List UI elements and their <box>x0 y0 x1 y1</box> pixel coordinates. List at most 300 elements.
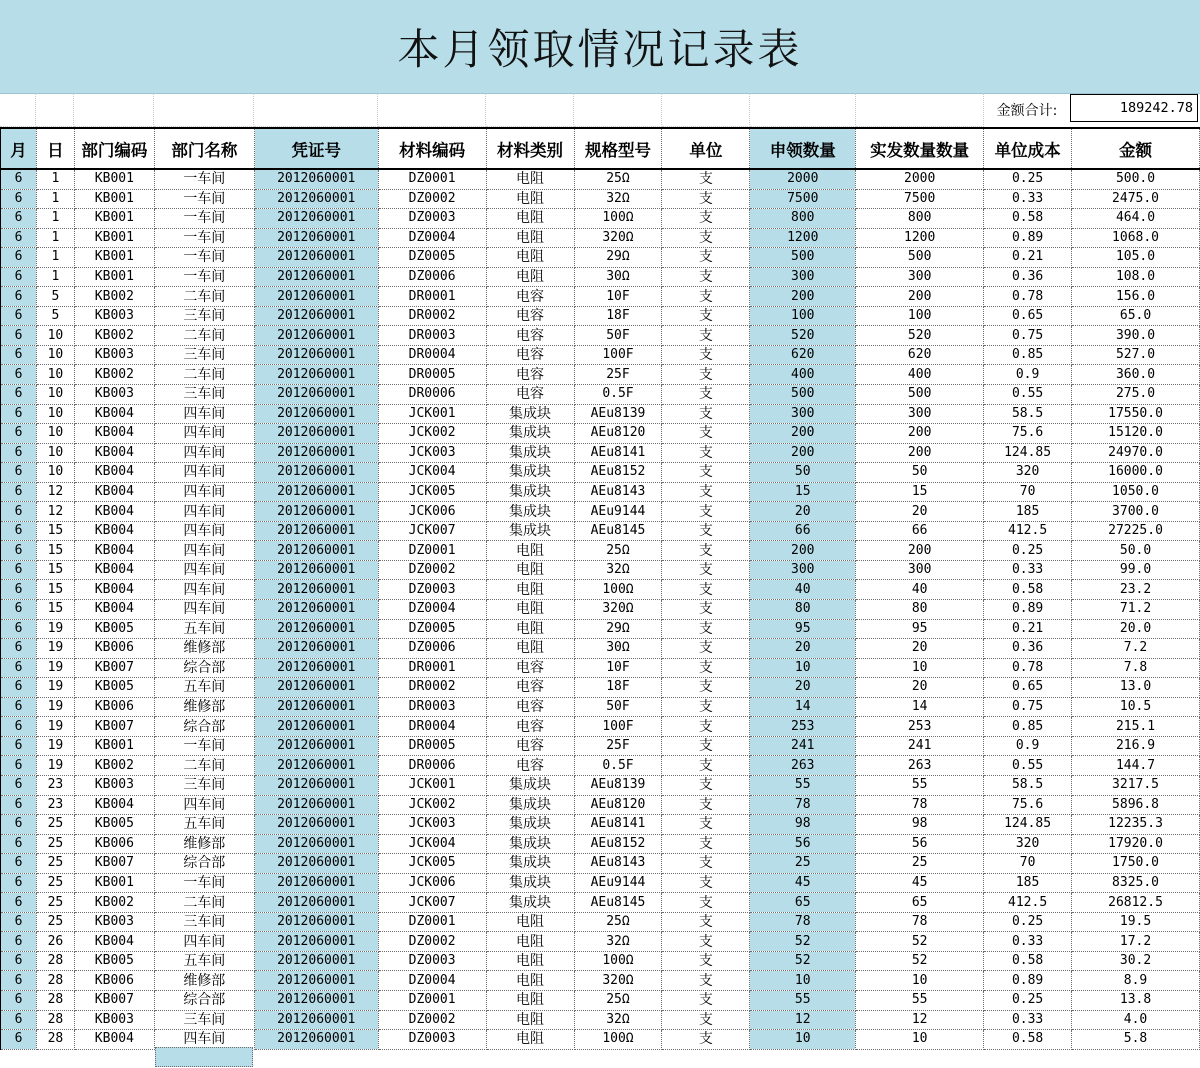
cell-material-code[interactable]: JCK007 <box>378 893 486 913</box>
cell-dept-code[interactable]: KB001 <box>74 267 154 287</box>
cell-dept-code[interactable]: KB002 <box>74 756 154 776</box>
cell-requested-qty[interactable]: 56 <box>750 834 856 854</box>
cell-voucher-no[interactable]: 2012060001 <box>254 521 378 541</box>
cell-amount[interactable]: 360.0 <box>1072 365 1200 385</box>
cell-unit-cost[interactable]: 0.65 <box>984 678 1072 698</box>
cell-dept-code[interactable]: KB005 <box>74 678 154 698</box>
cell-spec-model[interactable]: AEu8139 <box>574 775 662 795</box>
cell-material-type[interactable]: 电容 <box>486 658 574 678</box>
cell-dept-name[interactable]: 四车间 <box>154 541 254 561</box>
cell-day[interactable]: 10 <box>36 365 74 385</box>
cell-material-type[interactable]: 集成块 <box>486 482 574 502</box>
cell-unit-cost[interactable]: 0.85 <box>984 717 1072 737</box>
cell-unit-cost[interactable]: 124.85 <box>984 815 1072 835</box>
cell-unit[interactable]: 支 <box>662 639 750 659</box>
cell-unit[interactable]: 支 <box>662 990 750 1010</box>
cell-material-type[interactable]: 集成块 <box>486 873 574 893</box>
cell-unit-cost[interactable]: 0.89 <box>984 600 1072 620</box>
header-material-type[interactable]: 材料类别 <box>486 128 574 169</box>
cell-unit-cost[interactable]: 58.5 <box>984 404 1072 424</box>
cell-spec-model[interactable]: 32Ω <box>574 189 662 209</box>
cell-material-type[interactable]: 电容 <box>486 326 574 346</box>
cell-unit-cost[interactable]: 0.9 <box>984 736 1072 756</box>
cell-dept-code[interactable]: KB002 <box>74 326 154 346</box>
cell-dept-code[interactable]: KB006 <box>74 697 154 717</box>
cell-material-type[interactable]: 电容 <box>486 717 574 737</box>
header-issued-qty[interactable]: 实发数量数量 <box>856 128 984 169</box>
cell-day[interactable]: 10 <box>36 463 74 483</box>
cell-unit[interactable]: 支 <box>662 873 750 893</box>
blank-cell[interactable] <box>154 93 254 127</box>
cell-unit-cost[interactable]: 0.33 <box>984 189 1072 209</box>
cell-requested-qty[interactable]: 500 <box>750 385 856 405</box>
cell-unit[interactable]: 支 <box>662 658 750 678</box>
cell-requested-qty[interactable]: 620 <box>750 345 856 365</box>
cell-issued-qty[interactable]: 10 <box>856 1030 984 1050</box>
cell-requested-qty[interactable]: 100 <box>750 306 856 326</box>
cell-voucher-no[interactable]: 2012060001 <box>254 287 378 307</box>
cell-issued-qty[interactable]: 7500 <box>856 189 984 209</box>
cell-dept-code[interactable]: KB003 <box>74 345 154 365</box>
cell-amount[interactable]: 30.2 <box>1072 951 1200 971</box>
cell-month[interactable]: 6 <box>1 228 37 248</box>
cell-requested-qty[interactable]: 7500 <box>750 189 856 209</box>
cell-day[interactable]: 28 <box>36 1010 74 1030</box>
cell-spec-model[interactable]: 25F <box>574 736 662 756</box>
cell-month[interactable]: 6 <box>1 717 37 737</box>
cell-material-code[interactable]: JCK005 <box>378 482 486 502</box>
cell-amount[interactable]: 105.0 <box>1072 248 1200 268</box>
cell-voucher-no[interactable]: 2012060001 <box>254 560 378 580</box>
cell-material-type[interactable]: 集成块 <box>486 775 574 795</box>
cell-unit[interactable]: 支 <box>662 521 750 541</box>
cell-amount[interactable]: 13.8 <box>1072 990 1200 1010</box>
cell-month[interactable]: 6 <box>1 326 37 346</box>
cell-day[interactable]: 28 <box>36 951 74 971</box>
cell-voucher-no[interactable]: 2012060001 <box>254 619 378 639</box>
cell-issued-qty[interactable]: 98 <box>856 815 984 835</box>
cell-material-type[interactable]: 集成块 <box>486 893 574 913</box>
cell-month[interactable]: 6 <box>1 209 37 229</box>
cell-spec-model[interactable]: 25F <box>574 365 662 385</box>
cell-issued-qty[interactable]: 300 <box>856 560 984 580</box>
cell-amount[interactable]: 1068.0 <box>1072 228 1200 248</box>
cell-voucher-no[interactable]: 2012060001 <box>254 1010 378 1030</box>
cell-dept-code[interactable]: KB003 <box>74 306 154 326</box>
cell-amount[interactable]: 12235.3 <box>1072 815 1200 835</box>
cell-dept-code[interactable]: KB004 <box>74 502 154 522</box>
cell-day[interactable]: 19 <box>36 717 74 737</box>
cell-issued-qty[interactable]: 620 <box>856 345 984 365</box>
cell-month[interactable]: 6 <box>1 1030 37 1050</box>
cell-amount[interactable]: 7.2 <box>1072 639 1200 659</box>
cell-unit-cost[interactable]: 58.5 <box>984 775 1072 795</box>
cell-issued-qty[interactable]: 52 <box>856 951 984 971</box>
cell-material-type[interactable]: 电阻 <box>486 932 574 952</box>
cell-unit-cost[interactable]: 0.89 <box>984 228 1072 248</box>
cell-month[interactable]: 6 <box>1 267 37 287</box>
cell-requested-qty[interactable]: 1200 <box>750 228 856 248</box>
cell-amount[interactable]: 17920.0 <box>1072 834 1200 854</box>
cell-amount[interactable]: 17.2 <box>1072 932 1200 952</box>
cell-dept-name[interactable]: 四车间 <box>154 600 254 620</box>
cell-unit[interactable]: 支 <box>662 209 750 229</box>
cell-dept-code[interactable]: KB007 <box>74 990 154 1010</box>
cell-material-type[interactable]: 电容 <box>486 697 574 717</box>
cell-month[interactable]: 6 <box>1 678 37 698</box>
cell-day[interactable]: 19 <box>36 619 74 639</box>
cell-day[interactable]: 5 <box>36 306 74 326</box>
cell-dept-name[interactable]: 四车间 <box>154 502 254 522</box>
cell-month[interactable]: 6 <box>1 248 37 268</box>
cell-day[interactable]: 15 <box>36 521 74 541</box>
cell-dept-code[interactable]: KB006 <box>74 971 154 991</box>
cell-unit[interactable]: 支 <box>662 306 750 326</box>
header-dept-code[interactable]: 部门编码 <box>74 128 154 169</box>
cell-dept-code[interactable]: KB004 <box>74 521 154 541</box>
cell-voucher-no[interactable]: 2012060001 <box>254 326 378 346</box>
cell-spec-model[interactable]: 30Ω <box>574 267 662 287</box>
cell-unit[interactable]: 支 <box>662 404 750 424</box>
cell-voucher-no[interactable]: 2012060001 <box>254 932 378 952</box>
cell-dept-name[interactable]: 维修部 <box>154 834 254 854</box>
cell-dept-code[interactable]: KB006 <box>74 639 154 659</box>
cell-material-code[interactable]: DZ0005 <box>378 619 486 639</box>
cell-dept-name[interactable]: 二车间 <box>154 326 254 346</box>
cell-month[interactable]: 6 <box>1 775 37 795</box>
cell-material-type[interactable]: 集成块 <box>486 521 574 541</box>
cell-requested-qty[interactable]: 10 <box>750 1030 856 1050</box>
cell-dept-name[interactable]: 综合部 <box>154 658 254 678</box>
cell-dept-name[interactable]: 四车间 <box>154 521 254 541</box>
cell-dept-name[interactable]: 四车间 <box>154 424 254 444</box>
cell-amount[interactable]: 5896.8 <box>1072 795 1200 815</box>
cell-month[interactable]: 6 <box>1 345 37 365</box>
blank-cell[interactable] <box>574 93 662 127</box>
title-banner[interactable] <box>0 0 1200 94</box>
cell-unit-cost[interactable]: 0.25 <box>984 169 1072 189</box>
cell-material-type[interactable]: 电阻 <box>486 169 574 189</box>
cell-requested-qty[interactable]: 52 <box>750 932 856 952</box>
cell-material-code[interactable]: DZ0002 <box>378 189 486 209</box>
cell-day[interactable]: 25 <box>36 912 74 932</box>
cell-dept-code[interactable]: KB007 <box>74 658 154 678</box>
cell-spec-model[interactable]: AEu8120 <box>574 795 662 815</box>
cell-dept-name[interactable]: 四车间 <box>154 932 254 952</box>
cell-spec-model[interactable]: AEu8139 <box>574 404 662 424</box>
cell-voucher-no[interactable]: 2012060001 <box>254 385 378 405</box>
cell-dept-code[interactable]: KB004 <box>74 1030 154 1050</box>
cell-unit[interactable]: 支 <box>662 736 750 756</box>
header-material-code[interactable]: 材料编码 <box>378 128 486 169</box>
cell-month[interactable]: 6 <box>1 365 37 385</box>
cell-dept-code[interactable]: KB004 <box>74 932 154 952</box>
cell-spec-model[interactable]: 32Ω <box>574 560 662 580</box>
cell-voucher-no[interactable]: 2012060001 <box>254 169 378 189</box>
cell-material-type[interactable]: 电阻 <box>486 619 574 639</box>
cell-material-type[interactable]: 电容 <box>486 365 574 385</box>
cell-month[interactable]: 6 <box>1 990 37 1010</box>
cell-spec-model[interactable]: AEu9144 <box>574 502 662 522</box>
cell-unit-cost[interactable]: 0.55 <box>984 385 1072 405</box>
cell-requested-qty[interactable]: 52 <box>750 951 856 971</box>
cell-issued-qty[interactable]: 300 <box>856 267 984 287</box>
cell-spec-model[interactable]: 18F <box>574 678 662 698</box>
cell-spec-model[interactable]: AEu9144 <box>574 873 662 893</box>
cell-month[interactable]: 6 <box>1 482 37 502</box>
cell-material-code[interactable]: JCK007 <box>378 521 486 541</box>
cell-material-code[interactable]: DZ0005 <box>378 248 486 268</box>
cell-voucher-no[interactable]: 2012060001 <box>254 756 378 776</box>
cell-issued-qty[interactable]: 95 <box>856 619 984 639</box>
cell-material-type[interactable]: 电容 <box>486 385 574 405</box>
cell-dept-name[interactable]: 四车间 <box>154 795 254 815</box>
cell-dept-name[interactable]: 维修部 <box>154 697 254 717</box>
cell-material-code[interactable]: DR0003 <box>378 326 486 346</box>
cell-dept-code[interactable]: KB003 <box>74 912 154 932</box>
cell-month[interactable]: 6 <box>1 756 37 776</box>
cell-unit[interactable]: 支 <box>662 717 750 737</box>
cell-issued-qty[interactable]: 15 <box>856 482 984 502</box>
cell-requested-qty[interactable]: 66 <box>750 521 856 541</box>
cell-material-code[interactable]: DR0003 <box>378 697 486 717</box>
cell-requested-qty[interactable]: 15 <box>750 482 856 502</box>
cell-issued-qty[interactable]: 500 <box>856 385 984 405</box>
cell-unit[interactable]: 支 <box>662 228 750 248</box>
cell-material-code[interactable]: JCK005 <box>378 854 486 874</box>
cell-dept-name[interactable]: 五车间 <box>154 678 254 698</box>
blank-cell[interactable] <box>74 93 154 127</box>
cell-amount[interactable]: 500.0 <box>1072 169 1200 189</box>
cell-amount[interactable]: 527.0 <box>1072 345 1200 365</box>
cell-requested-qty[interactable]: 241 <box>750 736 856 756</box>
cell-spec-model[interactable]: AEu8143 <box>574 482 662 502</box>
cell-dept-name[interactable]: 五车间 <box>154 815 254 835</box>
cell-material-code[interactable]: JCK006 <box>378 873 486 893</box>
cell-voucher-no[interactable]: 2012060001 <box>254 775 378 795</box>
cell-month[interactable]: 6 <box>1 580 37 600</box>
cell-amount[interactable]: 390.0 <box>1072 326 1200 346</box>
cell-voucher-no[interactable]: 2012060001 <box>254 306 378 326</box>
cell-material-type[interactable]: 电阻 <box>486 639 574 659</box>
cell-unit[interactable]: 支 <box>662 424 750 444</box>
cell-day[interactable]: 10 <box>36 326 74 346</box>
cell-voucher-no[interactable]: 2012060001 <box>254 600 378 620</box>
cell-day[interactable]: 19 <box>36 658 74 678</box>
cell-requested-qty[interactable]: 400 <box>750 365 856 385</box>
cell-material-code[interactable]: DR0004 <box>378 717 486 737</box>
cell-unit-cost[interactable]: 0.9 <box>984 365 1072 385</box>
cell-spec-model[interactable]: AEu8141 <box>574 443 662 463</box>
cell-issued-qty[interactable]: 14 <box>856 697 984 717</box>
cell-unit-cost[interactable]: 185 <box>984 873 1072 893</box>
cell-requested-qty[interactable]: 55 <box>750 775 856 795</box>
cell-issued-qty[interactable]: 10 <box>856 658 984 678</box>
blank-cell[interactable] <box>378 93 486 127</box>
cell-issued-qty[interactable]: 78 <box>856 912 984 932</box>
cell-dept-code[interactable]: KB005 <box>74 951 154 971</box>
cell-amount[interactable]: 275.0 <box>1072 385 1200 405</box>
cell-voucher-no[interactable]: 2012060001 <box>254 990 378 1010</box>
cell-day[interactable]: 25 <box>36 873 74 893</box>
cell-unit-cost[interactable]: 0.75 <box>984 697 1072 717</box>
cell-issued-qty[interactable]: 56 <box>856 834 984 854</box>
cell-voucher-no[interactable]: 2012060001 <box>254 971 378 991</box>
cell-voucher-no[interactable]: 2012060001 <box>254 365 378 385</box>
cell-material-code[interactable]: DZ0003 <box>378 1030 486 1050</box>
cell-requested-qty[interactable]: 263 <box>750 756 856 776</box>
cell-requested-qty[interactable]: 78 <box>750 912 856 932</box>
cell-requested-qty[interactable]: 200 <box>750 424 856 444</box>
cell-unit-cost[interactable]: 124.85 <box>984 443 1072 463</box>
cell-material-type[interactable]: 集成块 <box>486 502 574 522</box>
cell-spec-model[interactable]: 25Ω <box>574 169 662 189</box>
cell-voucher-no[interactable]: 2012060001 <box>254 502 378 522</box>
cell-voucher-no[interactable]: 2012060001 <box>254 658 378 678</box>
cell-day[interactable]: 23 <box>36 795 74 815</box>
header-dept-name[interactable]: 部门名称 <box>154 128 254 169</box>
cell-unit-cost[interactable]: 0.58 <box>984 580 1072 600</box>
cell-month[interactable]: 6 <box>1 912 37 932</box>
cell-amount[interactable]: 17550.0 <box>1072 404 1200 424</box>
cell-issued-qty[interactable]: 200 <box>856 287 984 307</box>
cell-month[interactable]: 6 <box>1 600 37 620</box>
cell-spec-model[interactable]: 100F <box>574 345 662 365</box>
cell-day[interactable]: 1 <box>36 267 74 287</box>
cell-material-code[interactable]: DR0002 <box>378 678 486 698</box>
cell-unit-cost[interactable]: 75.6 <box>984 795 1072 815</box>
cell-dept-code[interactable]: KB001 <box>74 736 154 756</box>
cell-unit-cost[interactable]: 412.5 <box>984 893 1072 913</box>
cell-voucher-no[interactable]: 2012060001 <box>254 541 378 561</box>
cell-material-code[interactable]: DZ0003 <box>378 580 486 600</box>
cell-unit-cost[interactable]: 185 <box>984 502 1072 522</box>
cell-unit-cost[interactable]: 320 <box>984 834 1072 854</box>
cell-day[interactable]: 28 <box>36 990 74 1010</box>
cell-dept-code[interactable]: KB001 <box>74 189 154 209</box>
cell-unit-cost[interactable]: 0.58 <box>984 209 1072 229</box>
cell-material-code[interactable]: JCK004 <box>378 834 486 854</box>
cell-material-type[interactable]: 集成块 <box>486 404 574 424</box>
cell-day[interactable]: 23 <box>36 775 74 795</box>
cell-unit-cost[interactable]: 0.25 <box>984 541 1072 561</box>
cell-amount[interactable]: 5.8 <box>1072 1030 1200 1050</box>
cell-dept-name[interactable]: 综合部 <box>154 990 254 1010</box>
cell-material-code[interactable]: JCK003 <box>378 443 486 463</box>
total-label[interactable]: 金额合计: <box>996 102 1058 119</box>
cell-material-code[interactable]: DR0004 <box>378 345 486 365</box>
cell-voucher-no[interactable]: 2012060001 <box>254 815 378 835</box>
cell-requested-qty[interactable]: 55 <box>750 990 856 1010</box>
cell-dept-name[interactable]: 四车间 <box>154 404 254 424</box>
blank-cell[interactable] <box>254 93 378 127</box>
cell-month[interactable]: 6 <box>1 443 37 463</box>
cell-unit[interactable]: 支 <box>662 463 750 483</box>
cell-dept-code[interactable]: KB006 <box>74 834 154 854</box>
cell-requested-qty[interactable]: 98 <box>750 815 856 835</box>
cell-dept-code[interactable]: KB005 <box>74 815 154 835</box>
cell-dept-code[interactable]: KB004 <box>74 541 154 561</box>
cell-day[interactable]: 19 <box>36 736 74 756</box>
cell-month[interactable]: 6 <box>1 971 37 991</box>
cell-month[interactable]: 6 <box>1 795 37 815</box>
cell-day[interactable]: 1 <box>36 169 74 189</box>
cell-material-type[interactable]: 电阻 <box>486 971 574 991</box>
cell-dept-name[interactable]: 一车间 <box>154 169 254 189</box>
blank-cell[interactable] <box>0 93 36 127</box>
cell-day[interactable]: 1 <box>36 209 74 229</box>
cell-spec-model[interactable]: 25Ω <box>574 990 662 1010</box>
cell-dept-name[interactable]: 二车间 <box>154 287 254 307</box>
cell-unit-cost[interactable]: 320 <box>984 463 1072 483</box>
cell-voucher-no[interactable]: 2012060001 <box>254 951 378 971</box>
cell-day[interactable]: 28 <box>36 971 74 991</box>
cell-unit[interactable]: 支 <box>662 1030 750 1050</box>
cell-day[interactable]: 25 <box>36 815 74 835</box>
cell-month[interactable]: 6 <box>1 424 37 444</box>
cell-unit-cost[interactable]: 75.6 <box>984 424 1072 444</box>
cell-voucher-no[interactable]: 2012060001 <box>254 345 378 365</box>
cell-amount[interactable]: 1750.0 <box>1072 854 1200 874</box>
cell-dept-name[interactable]: 三车间 <box>154 912 254 932</box>
cell-amount[interactable]: 8325.0 <box>1072 873 1200 893</box>
cell-material-type[interactable]: 集成块 <box>486 443 574 463</box>
cell-voucher-no[interactable]: 2012060001 <box>254 854 378 874</box>
cell-month[interactable]: 6 <box>1 854 37 874</box>
cell-issued-qty[interactable]: 800 <box>856 209 984 229</box>
cell-dept-code[interactable]: KB002 <box>74 893 154 913</box>
cell-spec-model[interactable]: 320Ω <box>574 600 662 620</box>
cell-voucher-no[interactable]: 2012060001 <box>254 639 378 659</box>
cell-spec-model[interactable]: 32Ω <box>574 1010 662 1030</box>
cell-voucher-no[interactable]: 2012060001 <box>254 463 378 483</box>
cell-material-type[interactable]: 电阻 <box>486 541 574 561</box>
cell-unit-cost[interactable]: 0.78 <box>984 287 1072 307</box>
cell-material-code[interactable]: DZ0001 <box>378 169 486 189</box>
cell-unit[interactable]: 支 <box>662 697 750 717</box>
cell-dept-code[interactable]: KB004 <box>74 404 154 424</box>
cell-spec-model[interactable]: AEu8141 <box>574 815 662 835</box>
cell-material-type[interactable]: 电阻 <box>486 1010 574 1030</box>
cell-requested-qty[interactable]: 95 <box>750 619 856 639</box>
cell-issued-qty[interactable]: 200 <box>856 541 984 561</box>
cell-month[interactable]: 6 <box>1 385 37 405</box>
cell-material-code[interactable]: DZ0001 <box>378 541 486 561</box>
cell-material-type[interactable]: 集成块 <box>486 815 574 835</box>
cell-unit-cost[interactable]: 0.21 <box>984 248 1072 268</box>
cell-requested-qty[interactable]: 200 <box>750 443 856 463</box>
cell-material-code[interactable]: DZ0004 <box>378 228 486 248</box>
cell-requested-qty[interactable]: 80 <box>750 600 856 620</box>
cell-material-code[interactable]: DZ0001 <box>378 990 486 1010</box>
blank-cell[interactable] <box>856 93 984 127</box>
cell-requested-qty[interactable]: 300 <box>750 560 856 580</box>
cell-spec-model[interactable]: AEu8143 <box>574 854 662 874</box>
cell-month[interactable]: 6 <box>1 306 37 326</box>
cell-dept-code[interactable]: KB002 <box>74 287 154 307</box>
cell-requested-qty[interactable]: 12 <box>750 1010 856 1030</box>
cell-amount[interactable]: 215.1 <box>1072 717 1200 737</box>
cell-requested-qty[interactable]: 40 <box>750 580 856 600</box>
cell-month[interactable]: 6 <box>1 834 37 854</box>
cell-dept-name[interactable]: 一车间 <box>154 267 254 287</box>
cell-issued-qty[interactable]: 65 <box>856 893 984 913</box>
cell-spec-model[interactable]: 50F <box>574 326 662 346</box>
cell-requested-qty[interactable]: 200 <box>750 287 856 307</box>
cell-day[interactable]: 12 <box>36 502 74 522</box>
cell-unit-cost[interactable]: 0.25 <box>984 912 1072 932</box>
cell-issued-qty[interactable]: 200 <box>856 424 984 444</box>
